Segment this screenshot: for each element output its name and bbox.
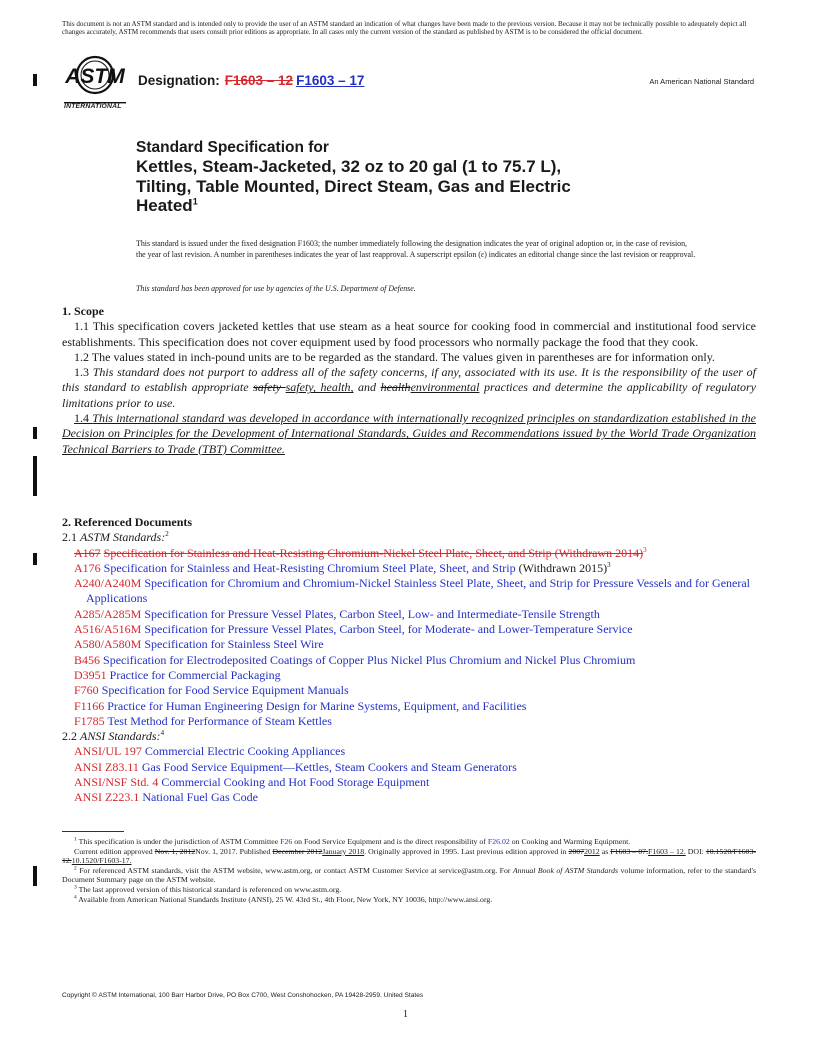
- deleted-text: health: [380, 380, 411, 395]
- reference-title-link[interactable]: Specification for Electrodeposited Coatings of Copper Plus Nickel Plus Chromium and Nickel Plus Chromium: [103, 652, 636, 667]
- inserted-text: environmental: [410, 380, 480, 395]
- svg-text:ASTM: ASTM: [65, 65, 125, 88]
- reference-code-link[interactable]: F1166: [74, 698, 105, 713]
- subcommittee-link[interactable]: F26.02: [487, 837, 510, 846]
- reference-code-link[interactable]: A580/A580M: [74, 637, 142, 652]
- reference-title-link[interactable]: Gas Food Service Equipment—Kettles, Steam Cookers and Steam Generators: [141, 759, 517, 774]
- designation: [138, 73, 364, 88]
- reference-item: [62, 790, 756, 805]
- footnote: $^2$ For referenced ASTM standards, visit the ASTM website, www.astm.org, or contact ASTM Customer Service at service@astm.org. For Annual Book of ASTM Standards volume information, refer to the standard's Document Summary page on the ASTM website.: [62, 865, 756, 885]
- reference-code-link[interactable]: D3951: [74, 667, 107, 682]
- reference-code-link[interactable]: B456: [74, 652, 101, 667]
- scope-section: [62, 304, 756, 457]
- reference-title-link[interactable]: Specification for Chromium and Chromium-Nickel Stainless Steel Plate, Sheet, and Strip for Pressure Vessels and for General Applications: [86, 576, 750, 606]
- reference-item: [62, 607, 756, 622]
- reference-code-link[interactable]: A516/A516M: [74, 622, 142, 637]
- section-heading: 1. Scope: [62, 304, 104, 318]
- reference-code-link[interactable]: A167: [74, 545, 101, 560]
- footnote: $^3$ The last approved version of this historical standard is referenced on www.astm.org.: [74, 884, 342, 894]
- reference-code-link[interactable]: A176: [74, 560, 101, 575]
- reference-title-link[interactable]: Specification for Stainless and Heat-Resisting Chromium-Nickel Steel Plate, Sheet, and Strip: [103, 545, 552, 560]
- reference-title-link[interactable]: Commercial Cooking and Hot Food Storage Equipment: [161, 775, 430, 790]
- reference-item: [62, 683, 756, 698]
- title-line: Tilting, Table Mounted, Direct Steam, Gas and Electric: [136, 176, 571, 196]
- ansi-reference-list: [62, 744, 756, 805]
- reference-title-link[interactable]: Commercial Electric Cooking Appliances: [144, 744, 346, 759]
- logo-caption: INTERNATIONAL: [64, 103, 122, 110]
- paragraph: 1.4 This international standard was developed in accordance with internationally recognized principles on standardization established in the Decision on Principles for the Development of International Standards, Guides and Recommendations issued by the World Trade Organization Technical Barriers to Trade (TBT) Committee.: [62, 411, 756, 456]
- footnote: $^1$ This specification is under the jurisdiction of ASTM Committee F26 on Food Service Equipment and is the direct responsibility of F26.02 on Cooking and Warming Equipment.: [74, 836, 631, 846]
- section-heading: 2. Referenced Documents: [62, 515, 193, 529]
- reference-item: [62, 622, 756, 637]
- copyright: Copyright © ASTM International, 100 Barr Harbor Drive, PO Box C700, West Conshohocken, PA 19428-2959. United States: [62, 992, 424, 999]
- american-national-standard-label: An American National Standard: [649, 77, 754, 86]
- title-line: Heated: [136, 196, 193, 215]
- reference-code-link[interactable]: ANSI/NSF Std. 4: [74, 775, 159, 790]
- dod-note: This standard has been approved for use by agencies of the U.S. Department of Defense.: [136, 284, 416, 293]
- title-line: Standard Specification for: [136, 139, 329, 156]
- footnote: Current edition approved Nov. 1, 2012Nov. 1, 2017. Published December 2012January 2018. Originally approved in 1995. Last previous edition approved in 20072012 as F1603 – 07.F1603 – 12. DOI: 10.1520/F1603-12.10.1520/F1603-17.: [62, 846, 756, 866]
- footnote-mark: 3: [643, 545, 647, 554]
- reference-title-link[interactable]: Specification for Stainless and Heat-Resisting Chromium Steel Plate, Sheet, and Strip: [103, 560, 516, 575]
- withdrawn-note: (Withdrawn 2014): [551, 545, 644, 560]
- reference-title-link[interactable]: Specification for Food Service Equipment Manuals: [101, 683, 349, 698]
- reference-item: [62, 744, 756, 759]
- footnote-mark: 3: [607, 560, 611, 569]
- reference-title-link[interactable]: Practice for Human Engineering Design for Marine Systems, Equipment, and Facilities: [107, 698, 527, 713]
- astm-reference-list: [62, 546, 756, 730]
- subsection-label: 2.2 ANSI Standards:$^4$: [62, 729, 165, 744]
- reference-title-link[interactable]: National Fuel Gas Code: [142, 790, 258, 805]
- reference-code-link[interactable]: ANSI Z223.1: [74, 790, 140, 805]
- paragraph: 1.2 The values stated in inch-pound units are to be regarded as the standard. The values given in parentheses are for information only.: [74, 349, 715, 364]
- change-bar: [33, 427, 37, 439]
- reference-item: [62, 561, 756, 576]
- reference-code-link[interactable]: A240/A240M: [74, 576, 142, 591]
- reference-item: [62, 576, 756, 607]
- change-bar: [33, 456, 37, 496]
- footnote-rule: [62, 831, 124, 832]
- astm-logo: [62, 50, 128, 114]
- reference-title-link[interactable]: Practice for Commercial Packaging: [109, 667, 281, 682]
- footnote-mark: 1: [192, 196, 198, 207]
- issued-note: This standard is issued under the fixed designation F1603; the number immediately following the designation indicates the year of original adoption or, in the case of revision, the year of last revision. A number in parentheses indicates the year of last reapproval. A superscript epsilon (ε) indicates an editorial change since the last revision or reapproval.: [136, 239, 696, 259]
- deleted-text: safety: [253, 380, 286, 395]
- committee-link[interactable]: F26: [280, 837, 293, 846]
- change-bar: [33, 553, 37, 565]
- reference-item: [62, 637, 756, 652]
- footnote: $^4$ Available from American National Standards Institute (ANSI), 25 W. 43rd St., 4th Floor, New York, NY 10036, http://www.ansi.org.: [74, 893, 493, 904]
- change-bar: [33, 74, 37, 86]
- old-designation: F1603 – 12: [224, 73, 294, 88]
- reference-item: [62, 546, 756, 561]
- revision-notice: This document is not an ASTM standard and is intended only to provide the user of an ASTM standard an indication of what changes have been made to the previous version. Because it may not be technically possible to adequately depict all changes accurately, ASTM recommends that users consult prior editions as appropriate. In all cases only the current version of the standard as published by ASTM is to be considered the official document.: [62, 20, 747, 37]
- reference-title-link[interactable]: Specification for Stainless Steel Wire: [144, 637, 324, 652]
- inserted-text: safety, health,: [285, 380, 354, 395]
- footnotes: [62, 837, 756, 904]
- reference-title-link[interactable]: Test Method for Performance of Steam Kettles: [107, 713, 332, 728]
- reference-item: [62, 668, 756, 683]
- references-section: [62, 515, 756, 806]
- reference-item: [62, 775, 756, 790]
- paragraph: 1.3 This standard does not purport to address all of the safety concerns, if any, associated with its use. It is the responsibility of the user of this standard to establish appropriate safety safety, health, and healthenvironmental practices and determine the applicability of regulatory limitations prior to use.: [62, 365, 757, 410]
- subsection-label: 2.1 ASTM Standards:$^2$: [62, 530, 169, 545]
- paragraph: 1.1 This specification covers jacketed kettles that use steam as a heat source for cooking food in commercial and institutional food service establishments. This specification does not cover equipment used by food processors who normally package the food that they cook.: [62, 319, 756, 349]
- document-title: [136, 139, 756, 216]
- reference-item: [62, 653, 756, 668]
- reference-title-link[interactable]: Specification for Pressure Vessel Plates, Carbon Steel, Low- and Intermediate-Tensile Strength: [144, 606, 600, 621]
- designation-label: Designation:: [138, 73, 220, 88]
- change-bar: [33, 866, 37, 886]
- reference-code-link[interactable]: F760: [74, 683, 99, 698]
- reference-code-link[interactable]: F1785: [74, 713, 105, 728]
- withdrawn-note: (Withdrawn 2015): [515, 560, 608, 575]
- reference-code-link[interactable]: A285/A285M: [74, 606, 142, 621]
- title-line: Kettles, Steam-Jacketed, 32 oz to 20 gal (1 to 75.7 L),: [136, 157, 562, 176]
- reference-title-link[interactable]: Specification for Pressure Vessel Plates, Carbon Steel, for Moderate- and Lower-Temperature Service: [144, 622, 633, 637]
- new-designation: F1603 – 17: [296, 73, 365, 88]
- reference-item: [62, 714, 756, 729]
- reference-code-link[interactable]: ANSI/UL 197: [74, 744, 142, 759]
- reference-item: [62, 760, 756, 775]
- reference-item: [62, 699, 756, 714]
- page-number: 1: [403, 1009, 408, 1020]
- reference-code-link[interactable]: ANSI Z83.11: [74, 759, 139, 774]
